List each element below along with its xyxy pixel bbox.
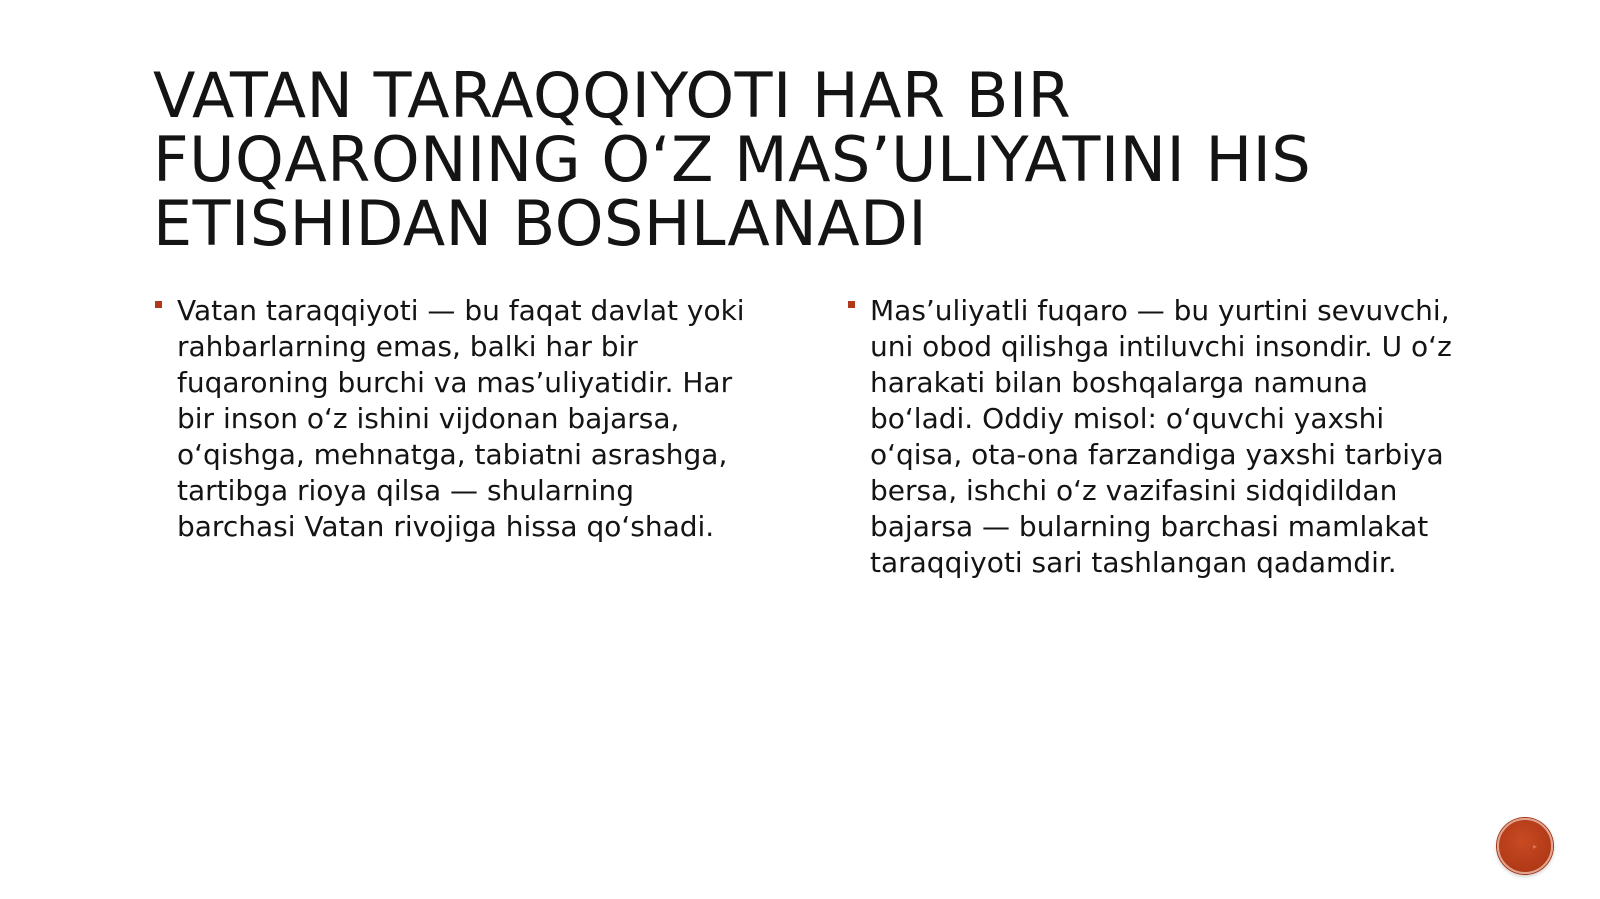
list-item — [155, 293, 755, 545]
slide-title: VATAN TARAQQIYOTI HAR BIR FUQARONING O‘Z MAS’ULIYATINI HIS ETISHIDAN BOSHLANADI — [153, 59, 1312, 260]
slide-nav-button[interactable] — [1497, 818, 1553, 874]
square-bullet-icon — [155, 301, 162, 308]
arrow-icon: ▸ — [1533, 842, 1538, 851]
bullet-text: Vatan taraqqiyoti — bu faqat davlat yoki rahbarlarning emas, balki har bir fuqaroning burchi va mas’uliyatidir. Har bir inson o‘z ishini vijdonan bajarsa, o‘qishga, mehnatga, tabiatni asrashga, tartibga rioya qilsa — shularning barchasi Vatan rivojiga hissa qo‘shadi. — [177, 294, 745, 543]
right-content-column — [848, 293, 1458, 581]
left-content-column — [155, 293, 755, 545]
square-bullet-icon — [848, 301, 855, 308]
bullet-text: Mas’uliyatli fuqaro — bu yurtini sevuvchi, uni obod qilishga intiluvchi insondir. U o‘z harakati bilan boshqalarga namuna bo‘ladi. Oddiy misol: o‘quvchi yaxshi o‘qisa, ota-ona farzandiga yaxshi tarbiya bersa, ishchi o‘z vazifasini sidqidildan bajarsa — bularning barchasi mamlakat taraqqiyoti sari tashlangan qadamdir. — [870, 294, 1452, 579]
list-item — [848, 293, 1458, 581]
